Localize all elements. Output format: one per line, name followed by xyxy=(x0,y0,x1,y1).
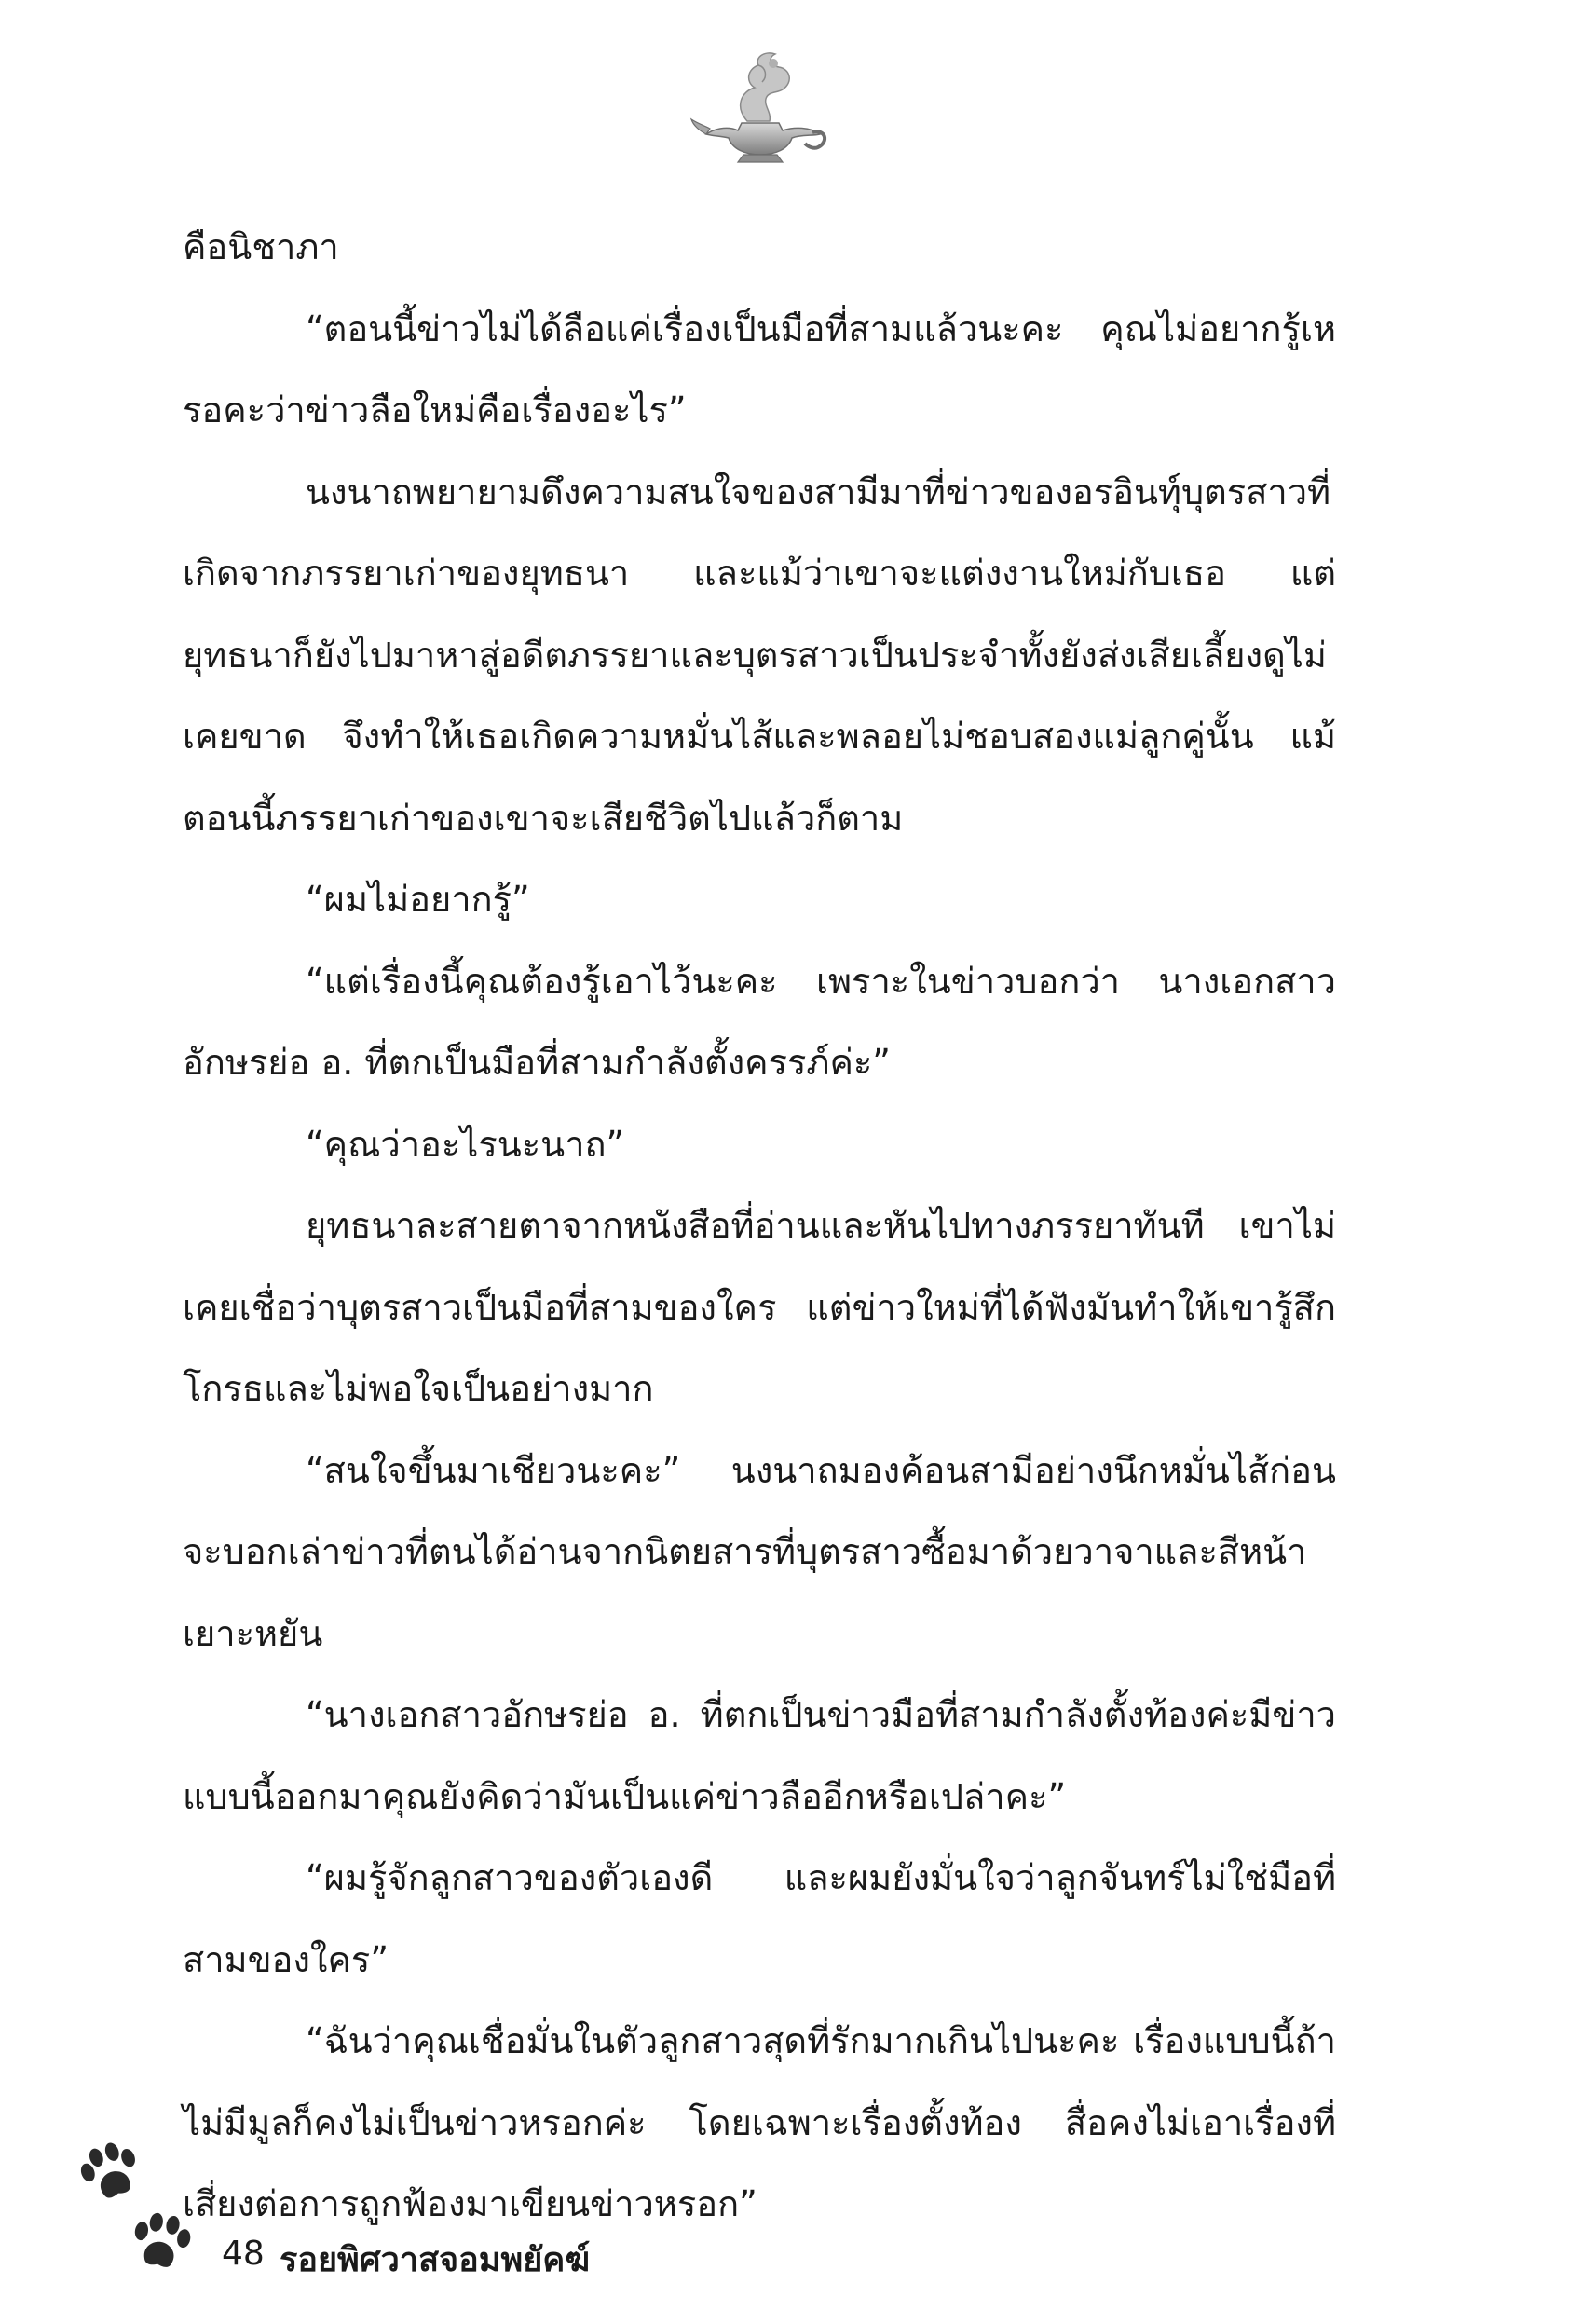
paragraph: “ฉันว่าคุณเชื่อมั่นในตัวลูกสาวสุดที่รักมากเกินไปนะคะ เรื่องแบบนี้ถ้าไม่มีมูลก็คงไม่เป็นข่าวหรอกค่ะ โดยเฉพาะเรื่องตั้งท้อง สื่อคงไม่เอาเรื่องที่เสี่ยงต่อการถูกฟ้องมาเขียนข่าวหรอก” xyxy=(183,2020,1336,2224)
paw-print-icon xyxy=(127,2208,196,2277)
paragraph: “ผมรู้จักลูกสาวของตัวเองดี และผมยังมั่นใจว่าลูกจันทร์ไม่ใช่มือที่สามของใคร” xyxy=(183,1857,1336,1980)
book-title: รอยพิศวาสจอมพยัคฆ์ xyxy=(280,2241,591,2279)
body-text xyxy=(183,207,1336,2246)
paragraph: คือนิชาภา xyxy=(183,226,339,267)
paragraph: “ตอนนี้ข่าวไม่ได้ลือแค่เรื่องเป็นมือที่สามแล้วนะคะ คุณไม่อยากรู้เหรอคะว่าข่าวลือใหม่คือเรื่องอะไร” xyxy=(183,308,1336,431)
paw-print-icon xyxy=(76,2139,145,2208)
paragraph: “ผมไม่อยากรู้” xyxy=(306,879,530,920)
paragraph: ยุทธนาละสายตาจากหนังสือที่อ่านและหันไปทางภรรยาทันที เขาไม่เคยเชื่อว่าบุตรสาวเป็นมือที่สามของใคร แต่ข่าวใหม่ที่ได้ฟังมันทำให้เขารู้สึกโกรธและไม่พอใจเป็นอย่างมาก xyxy=(183,1205,1336,1409)
magic-lamp-ornament-icon xyxy=(689,45,829,166)
paragraph: “สนใจขึ้นมาเชียวนะคะ” นงนาถมองค้อนสามีอย่างนึกหมั่นไส้ก่อนจะบอกเล่าข่าวที่ตนได้อ่านจากนิตยสารที่บุตรสาวซื้อมาด้วยวาจาและสีหน้าเยาะหยัน xyxy=(183,1449,1336,1654)
paragraph: “แต่เรื่องนี้คุณต้องรู้เอาไว้นะคะ เพราะในข่าวบอกว่า นางเอกสาวอักษรย่อ อ. ที่ตกเป็นมือที่สามกำลังตั้งครรภ์ค่ะ” xyxy=(183,960,1336,1083)
paragraph: นงนาถพยายามดึงความสนใจของสามีมาที่ข่าวของอรอินทุ์บุตรสาวที่เกิดจากภรรยาเก่าของยุทธนา และแม้ว่าเขาจะแต่งงานใหม่กับเธอ แต่ยุทธนาก็ยังไปมาหาสู่อดีตภรรยาและบุตรสาวเป็นประจำทั้งยังส่งเสียเลี้ยงดูไม่เคยขาด จึงทำให้เธอเกิดความหมั่นไส้และพลอยไม่ชอบสองแม่ลูกคู่นั้น แม้ตอนนี้ภรรยาเก่าของเขาจะเสียชีวิตไปแล้วก็ตาม xyxy=(183,471,1336,839)
page-number: 48 xyxy=(222,2235,265,2273)
paragraph: “คุณว่าอะไรนะนาถ” xyxy=(306,1123,625,1165)
paragraph: “นางเอกสาวอักษรย่อ อ. ที่ตกเป็นข่าวมือที่สามกำลังตั้งท้องค่ะมีข่าวแบบนี้ออกมาคุณยังคิดว่ามันเป็นแค่ข่าวลืออีกหรือเปล่าคะ” xyxy=(183,1694,1336,1817)
